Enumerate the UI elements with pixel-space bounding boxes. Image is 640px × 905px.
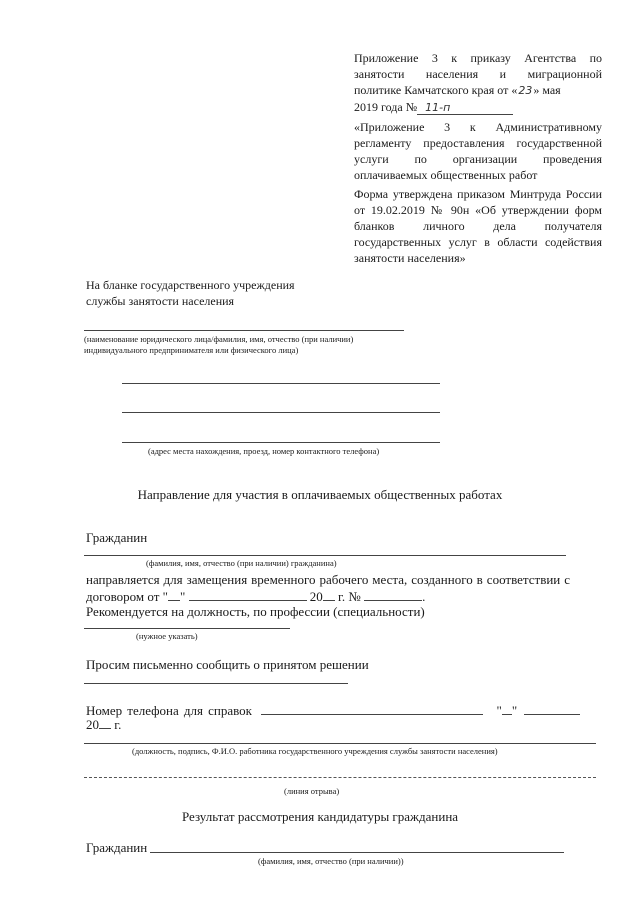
citizen-name-line[interactable] [84,555,566,556]
contract-number-field[interactable] [364,588,422,601]
form-line: занятости населения» [354,251,466,265]
form-line: от 19.02.2019 № 90н «Об утверждении форм [354,203,602,217]
regulation-line: оплачиваемых общественных работ [354,168,538,182]
recipient-caption [84,334,353,356]
contract-end: . [422,589,426,604]
form-line: бланков личного дела получателя [354,219,602,233]
result-title: Результат рассмотрения кандидатуры гражданина [181,809,459,824]
phone-line [86,702,598,719]
result-citizen-line[interactable] [150,852,564,853]
tear-off-caption: (линия отрыва) [284,786,340,796]
directed-text: направляется для замещения временного рабочего места, созданного в соответствии с [86,572,570,587]
recommended-text: Рекомендуется на должность, по профессии (специальности) [86,604,425,619]
regulation-line: регламенту предоставления государственной [354,136,602,150]
recipient-caption-line: (наименование юридического лица/фамилия, имя, отчество (при наличии) [84,334,354,344]
result-citizen-caption: (фамилия, имя, отчество (при наличии)) [258,856,404,866]
annex-text: политике Камчатского края от « [354,83,518,97]
phone-quote-open: " [496,703,502,718]
date-year-field[interactable] [99,716,111,729]
annex-line: занятости населения и миграционной [354,67,602,81]
regulation-line: «Приложение 3 к Административному [354,120,602,134]
citizen-caption: (фамилия, имя, отчество (при наличии) гражданина) [146,558,337,568]
contract-text: договором от " [86,589,168,604]
annex-text: » мая [533,83,561,97]
tear-off-line [84,777,596,778]
document-title: Направление для участия в оплачиваемых общественных работах [137,487,503,502]
contract-number-label: г. № [334,589,361,604]
annex-header [354,50,602,115]
position-caption: (нужное указать) [136,631,198,641]
phone-quote-close: " [511,703,518,718]
contract-year-field[interactable] [323,588,335,601]
annex-line [354,99,602,115]
position-field-line[interactable] [84,628,290,629]
form-line: Форма утверждена приказом Минтруда России [354,187,602,201]
form-approval-header [354,186,602,266]
letterhead-line: службы занятости населения [86,294,235,308]
recipient-address-line-2[interactable] [122,412,440,413]
recipient-address-line-1[interactable] [122,383,440,384]
regulation-line: услуги по организации проведения [354,152,602,166]
annex-line [354,82,602,99]
date-year-prefix: 20 [86,717,99,732]
annex-text: 2019 года № [354,100,418,114]
date-year-line [86,716,121,733]
signature-caption: (должность, подпись, Ф.И.О. работника государственного учреждения службы занятости населения) [132,746,498,756]
phone-field[interactable] [261,702,483,715]
letterhead-note [86,277,295,309]
contract-text: " [179,589,186,604]
letterhead-line: На бланке государственного учреждения [86,278,295,292]
regulation-header [354,119,602,183]
contract-month-field[interactable] [189,588,307,601]
citizen-label: Гражданин [86,530,148,545]
date-month-field[interactable] [524,702,580,715]
recipient-caption-line: индивидуального предпринимателя или физического лица) [84,345,299,355]
signature-line[interactable] [84,743,596,744]
request-text: Просим письменно сообщить о принятом решении [86,657,369,672]
date-day-field[interactable] [502,702,512,715]
result-citizen-label: Гражданин [86,840,148,855]
annex-number-handwritten: 11-п [417,102,513,115]
decision-field-line[interactable] [84,683,348,684]
date-suffix: г. [111,717,122,732]
contract-day-field[interactable] [168,588,180,601]
annex-line: Приложение 3 к приказу Агентства по [354,51,602,65]
recipient-name-line[interactable] [84,330,404,331]
phone-label: Номер телефона для справок [86,703,252,718]
recipient-address-line-3[interactable] [122,442,440,443]
contract-year-prefix: 20 [309,589,323,604]
form-line: государственных услуг в области содействия [354,235,602,249]
address-caption: (адрес места нахождения, проезд, номер контактного телефона) [148,446,380,456]
annex-day-handwritten: 23 [518,84,533,97]
